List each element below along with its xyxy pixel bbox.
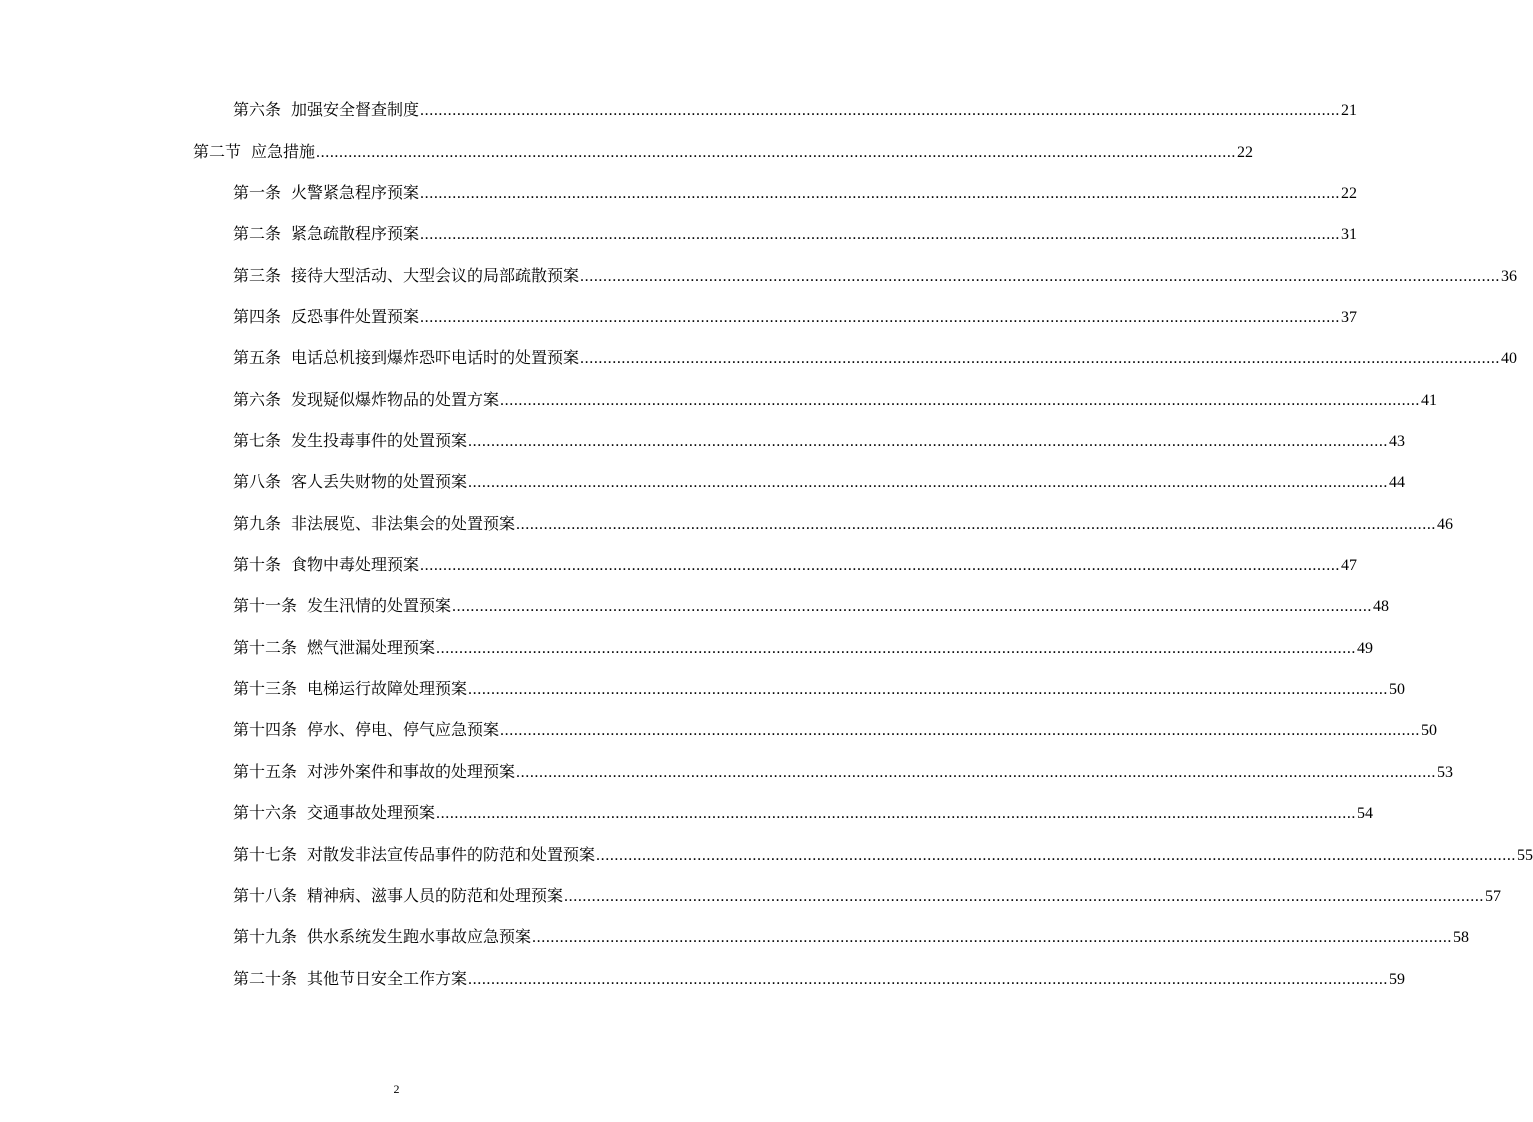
toc-leader-dots: ........................................................................................................................................................................................................	[532, 929, 1453, 946]
toc-page-number: 40	[1501, 350, 1518, 367]
toc-entry-label: 第八条	[233, 472, 282, 491]
toc-page-number: 49	[1357, 640, 1374, 657]
toc-leader-dots: ........................................................................................................................................................................................................	[468, 433, 1389, 450]
toc-entry-title: 电梯运行故障处理预案	[307, 679, 468, 698]
toc-entry-title: 非法展览、非法集会的处置预案	[291, 514, 516, 533]
toc-line[interactable]	[233, 801, 1374, 825]
toc-line[interactable]	[233, 388, 1438, 412]
toc-page-number: 50	[1389, 681, 1406, 698]
toc-page-number: 55	[1517, 847, 1533, 864]
toc-page-number: 53	[1437, 764, 1454, 781]
toc-leader-dots: ........................................................................................................................................................................................................	[452, 598, 1373, 615]
toc-entry-title: 对散发非法宣传品事件的防范和处置预案	[307, 845, 596, 864]
toc-entry-label: 第九条	[233, 514, 282, 533]
toc-entry-title: 应急措施	[251, 142, 316, 161]
toc-entry-title: 燃气泄漏处理预案	[307, 638, 436, 657]
toc-entry-label: 第十三条	[233, 679, 298, 698]
toc-page-number: 36	[1501, 268, 1518, 285]
toc-entry-title: 客人丢失财物的处置预案	[291, 472, 468, 491]
toc-entry-label: 第四条	[233, 307, 282, 326]
toc-page-number: 58	[1453, 929, 1470, 946]
toc-page-number: 44	[1389, 474, 1406, 491]
toc-entry-label: 第十五条	[233, 762, 298, 781]
toc-line[interactable]	[233, 760, 1454, 784]
toc-page-number: 46	[1437, 516, 1454, 533]
toc-entry-label: 第十一条	[233, 596, 298, 615]
toc-entry-label: 第二十条	[233, 969, 298, 988]
toc-page-number: 57	[1485, 888, 1502, 905]
toc-entry-label: 第一条	[233, 183, 282, 202]
toc-leader-dots: ........................................................................................................................................................................................................	[436, 640, 1357, 657]
toc-page-number: 48	[1373, 598, 1390, 615]
toc-leader-dots: ........................................................................................................................................................................................................	[468, 971, 1389, 988]
toc-page-number: 47	[1341, 557, 1358, 574]
toc-leader-dots: ........................................................................................................................................................................................................	[420, 185, 1341, 202]
toc-entry-label: 第十条	[233, 555, 282, 574]
toc-page-number: 21	[1341, 102, 1358, 119]
toc-leader-dots: ........................................................................................................................................................................................................	[420, 226, 1341, 243]
toc-entry-label: 第五条	[233, 348, 282, 367]
toc-line[interactable]	[233, 512, 1454, 536]
toc-line[interactable]	[233, 884, 1502, 908]
toc-line[interactable]	[233, 470, 1406, 494]
toc-leader-dots: ........................................................................................................................................................................................................	[420, 557, 1341, 574]
toc-leader-dots: ........................................................................................................................................................................................................	[516, 764, 1437, 781]
toc-entry-label: 第十九条	[233, 927, 298, 946]
toc-page-number: 22	[1341, 185, 1358, 202]
toc-entry-title: 食物中毒处理预案	[291, 555, 420, 574]
toc-leader-dots: ........................................................................................................................................................................................................	[468, 474, 1389, 491]
toc-leader-dots: ........................................................................................................................................................................................................	[468, 681, 1389, 698]
toc-line[interactable]	[233, 181, 1358, 205]
toc-line[interactable]	[233, 305, 1358, 329]
toc-page-number: 31	[1341, 226, 1358, 243]
toc-entry-title: 精神病、滋事人员的防范和处理预案	[307, 886, 564, 905]
toc-line[interactable]	[233, 925, 1470, 949]
toc-line[interactable]	[233, 843, 1533, 867]
toc-line[interactable]	[233, 636, 1374, 660]
toc-entry-title: 接待大型活动、大型会议的局部疏散预案	[291, 266, 580, 285]
toc-entry-label: 第十六条	[233, 803, 298, 822]
toc-leader-dots: ........................................................................................................................................................................................................	[596, 847, 1517, 864]
toc-entry-title: 发现疑似爆炸物品的处置方案	[291, 390, 500, 409]
toc-line[interactable]	[233, 553, 1358, 577]
toc-page-number: 59	[1389, 971, 1406, 988]
toc-entry-label: 第二条	[233, 224, 282, 243]
toc-line[interactable]	[233, 718, 1438, 742]
toc-entry-title: 反恐事件处置预案	[291, 307, 420, 326]
toc-page-number: 43	[1389, 433, 1406, 450]
toc-entry-label: 第六条	[233, 100, 282, 119]
toc-entry-title: 火警紧急程序预案	[291, 183, 420, 202]
toc-leader-dots: ........................................................................................................................................................................................................	[420, 309, 1341, 326]
toc-entry-title: 发生投毒事件的处置预案	[291, 431, 468, 450]
toc-entry-title: 紧急疏散程序预案	[291, 224, 420, 243]
toc-leader-dots: ........................................................................................................................................................................................................	[316, 144, 1237, 161]
toc-entry-label: 第十二条	[233, 638, 298, 657]
toc-line[interactable]	[233, 967, 1406, 991]
toc-page-number: 54	[1357, 805, 1374, 822]
toc-entry-label: 第十七条	[233, 845, 298, 864]
toc-leader-dots: ........................................................................................................................................................................................................	[436, 805, 1357, 822]
toc-leader-dots: ........................................................................................................................................................................................................	[580, 350, 1501, 367]
toc-page-number: 37	[1341, 309, 1358, 326]
toc-leader-dots: ........................................................................................................................................................................................................	[500, 722, 1421, 739]
toc-entry-label: 第七条	[233, 431, 282, 450]
toc-page-number: 22	[1237, 144, 1254, 161]
toc-line[interactable]	[233, 346, 1518, 370]
toc-entry-label: 第十八条	[233, 886, 298, 905]
toc-entry-title: 停水、停电、停气应急预案	[307, 720, 500, 739]
toc-leader-dots: ........................................................................................................................................................................................................	[580, 268, 1501, 285]
toc-leader-dots: ........................................................................................................................................................................................................	[420, 102, 1341, 119]
toc-line[interactable]	[193, 140, 1254, 164]
toc-entry-title: 其他节日安全工作方案	[307, 969, 468, 988]
page-number: 2	[393, 1082, 400, 1096]
toc-line[interactable]	[233, 429, 1406, 453]
toc-entry-title: 电话总机接到爆炸恐吓电话时的处置预案	[291, 348, 580, 367]
toc-entry-title: 交通事故处理预案	[307, 803, 436, 822]
toc-entry-title: 供水系统发生跑水事故应急预案	[307, 927, 532, 946]
toc-entry-label: 第十四条	[233, 720, 298, 739]
toc-entry-label: 第六条	[233, 390, 282, 409]
toc-page-number: 50	[1421, 722, 1438, 739]
toc-leader-dots: ........................................................................................................................................................................................................	[516, 516, 1437, 533]
toc-entry-title: 发生汛情的处置预案	[307, 596, 452, 615]
toc-leader-dots: ........................................................................................................................................................................................................	[500, 392, 1421, 409]
toc-entry-title: 加强安全督查制度	[291, 100, 420, 119]
toc-entry-label: 第三条	[233, 266, 282, 285]
toc-entry-label: 第二节	[193, 142, 242, 161]
toc-leader-dots: ........................................................................................................................................................................................................	[564, 888, 1485, 905]
toc-line[interactable]	[233, 677, 1406, 701]
toc-line[interactable]	[233, 264, 1518, 288]
toc-line[interactable]	[233, 594, 1390, 618]
toc-line[interactable]	[233, 98, 1358, 122]
toc-line[interactable]	[233, 222, 1358, 246]
toc-page-number: 41	[1421, 392, 1438, 409]
toc-entry-title: 对涉外案件和事故的处理预案	[307, 762, 516, 781]
